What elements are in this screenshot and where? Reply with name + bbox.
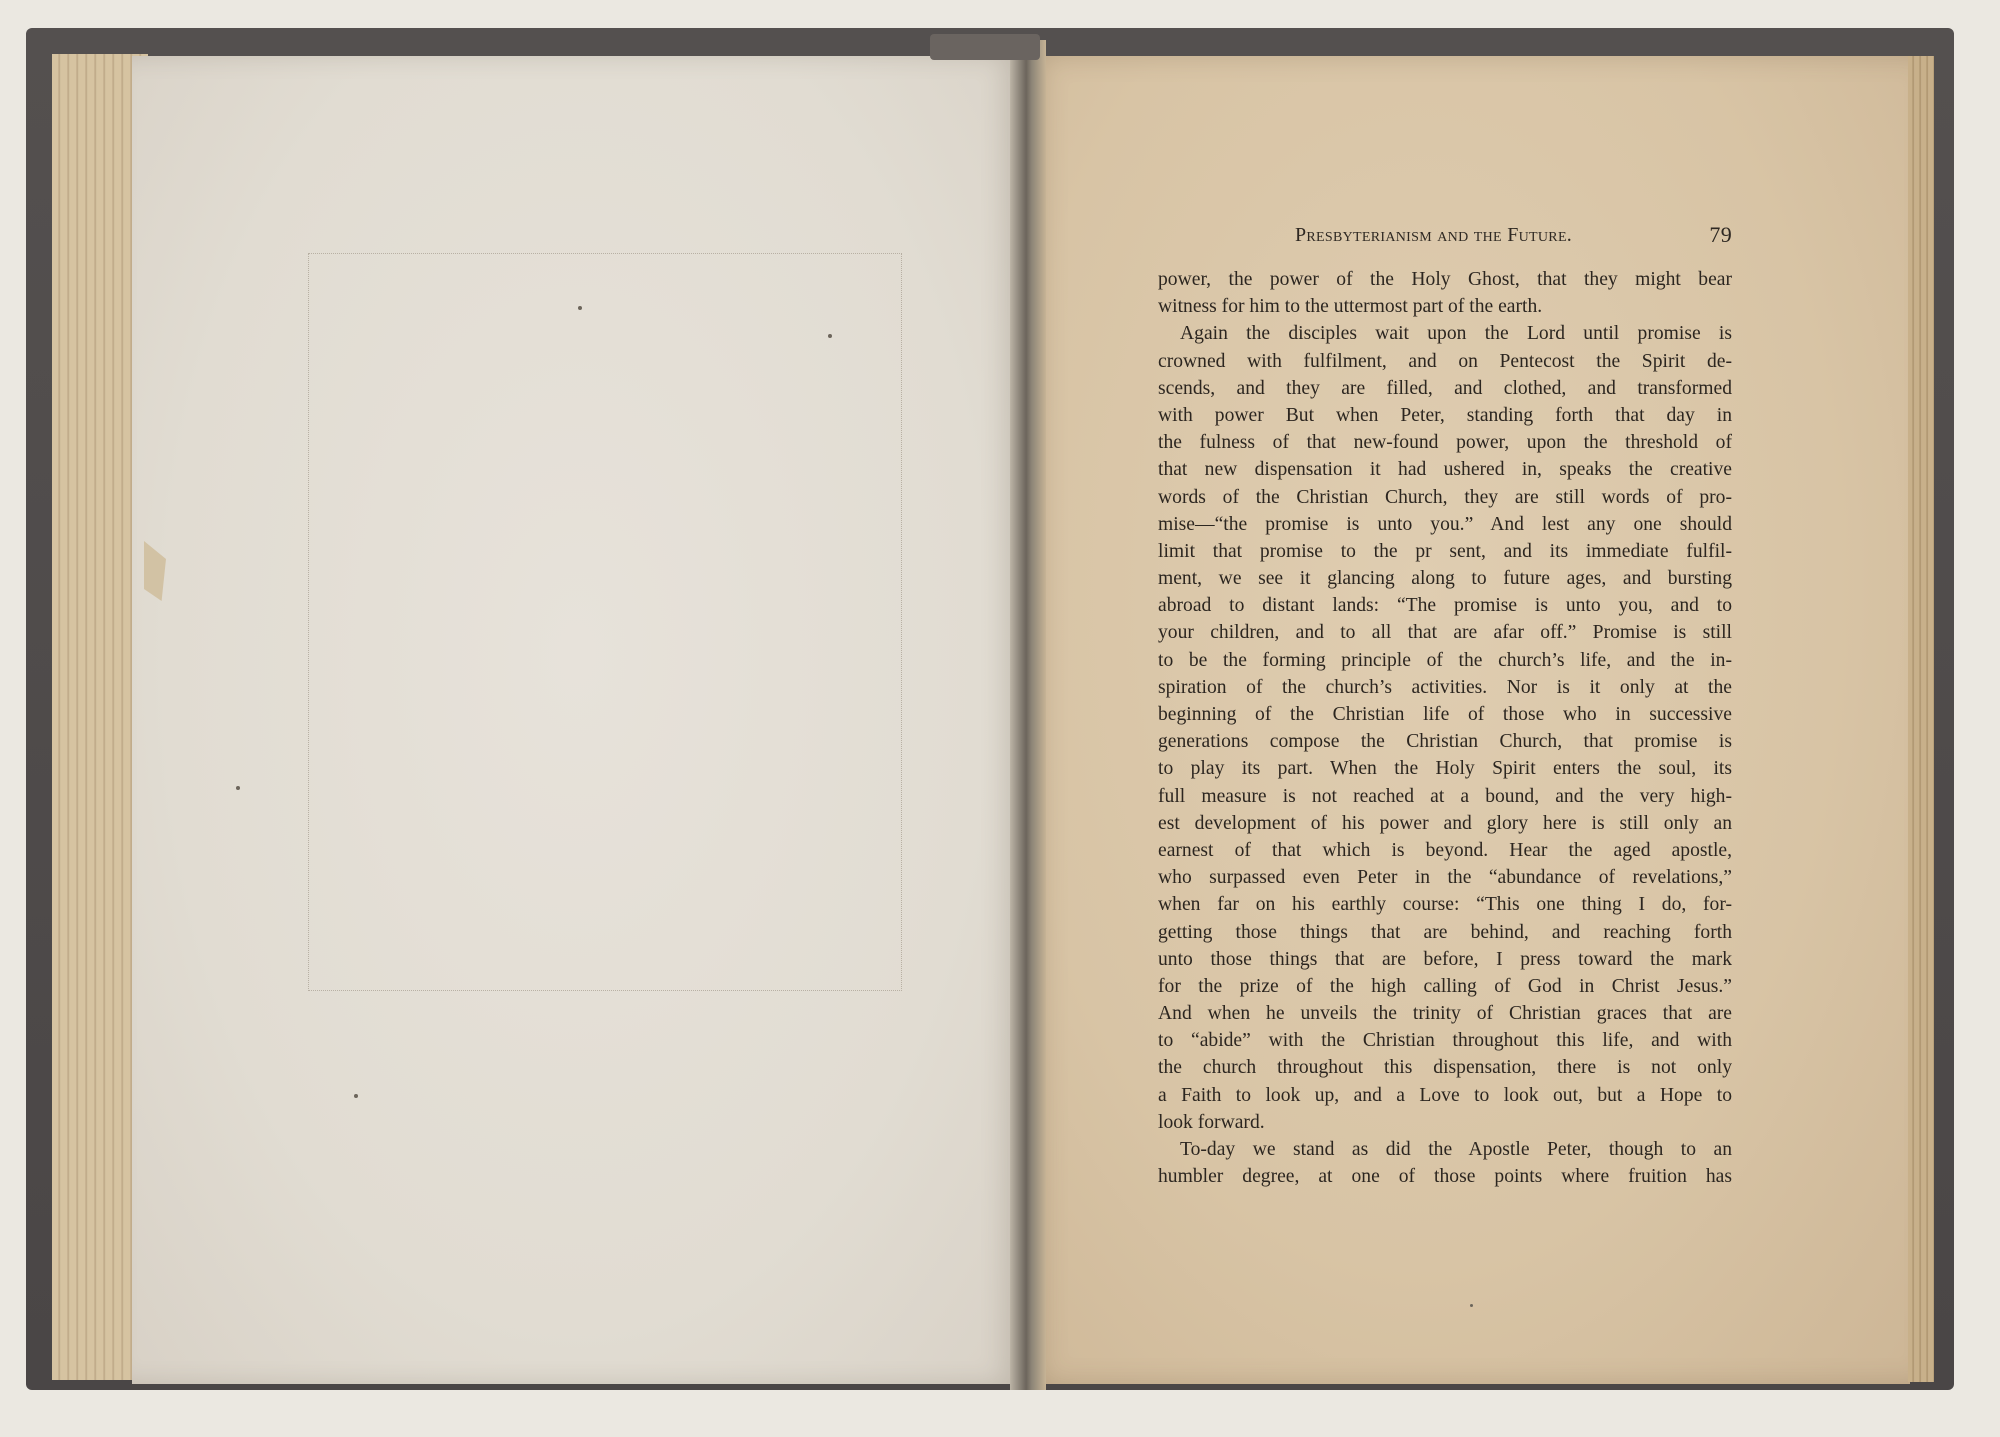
text-line: unto those things that are before, I press toward the mark [1158,948,1732,970]
paper-speck [1470,1304,1473,1307]
paper-tab-scrap [144,541,166,601]
text-line: Again the disciples wait upon the Lord until promise is [1180,323,1732,345]
text-line: scends, and they are filled, and clothed, and transformed [1158,377,1732,399]
book-gutter [1010,40,1046,1390]
text-line: crowned with fulfilment, and on Pentecost the Spirit de- [1158,350,1732,372]
text-line: your children, and to all that are afar off.” Promise is still [1158,622,1732,644]
text-line: that new dispensation it had ushered in, speaks the creative [1158,459,1732,481]
text-line: witness for him to the uttermost part of the earth. [1158,296,1543,318]
left-blank-page [132,56,1022,1384]
running-head [1160,222,1732,250]
text-line: the church throughout this dispensation, there is not only [1158,1057,1732,1079]
text-line: beginning of the Christian life of those who in successive [1158,704,1732,725]
text-line: ment, we see it glancing along to future ages, and bursting [1158,568,1732,590]
plate-mark-outline [308,253,902,991]
body-text [1158,266,1732,1190]
text-line: to be the forming principle of the church’s life, and the in- [1158,649,1732,671]
text-line: spiration of the church’s activities. Nor is it only at the [1158,676,1732,698]
text-line: with power But when Peter, standing forth that day in [1158,404,1732,426]
text-line: look forward. [1158,1111,1265,1133]
paper-speck [828,334,832,338]
right-page-edges [1908,56,1934,1382]
text-line: a Faith to look up, and a Love to look out, but a Hope to [1158,1084,1732,1106]
text-line: for the prize of the high calling of God in Christ Jesus.” [1158,975,1732,997]
text-line: who surpassed even Peter in the “abundance of revelations,” [1158,867,1732,889]
text-line: To-day we stand as did the Apostle Peter, though to an [1180,1139,1732,1160]
text-line: And when he unveils the trinity of Christian graces that are [1158,1003,1732,1025]
text-line: when far on his earthly course: “This one thing I do, for- [1158,894,1732,916]
running-head-title: Presbyterianism and the Future. [1295,224,1573,246]
text-line: abroad to distant lands: “The promise is unto you, and to [1158,595,1732,617]
text-line: limit that promise to the pr sent, and its immediate fulfil- [1158,540,1732,562]
text-line: the fulness of that new-found power, upon the threshold of [1158,432,1732,454]
paper-speck [236,786,240,790]
text-line: getting those things that are behind, and reaching forth [1158,921,1732,943]
paper-speck [578,306,582,310]
text-line: full measure is not reached at a bound, and the very high- [1158,785,1732,807]
text-line: words of the Christian Church, they are still words of pro- [1158,486,1732,508]
page-number: 79 [1709,222,1732,247]
text-line: humbler degree, at one of those points where fruition has [1158,1166,1732,1188]
text-line: to play its part. When the Holy Spirit enters the soul, its [1158,758,1732,780]
text-line: mise—“the promise is unto you.” And lest any one should [1158,513,1732,535]
paper-speck [354,1094,358,1098]
text-line: earnest of that which is beyond. Hear the aged apostle, [1158,839,1732,861]
text-line: power, the power of the Holy Ghost, that they might bear [1158,269,1732,290]
text-line: est development of his power and glory here is still only an [1158,812,1732,834]
spine-tear [930,34,1040,60]
text-line: generations compose the Christian Church, that promise is [1158,731,1732,753]
text-line: to “abide” with the Christian throughout this life, and with [1158,1030,1732,1052]
